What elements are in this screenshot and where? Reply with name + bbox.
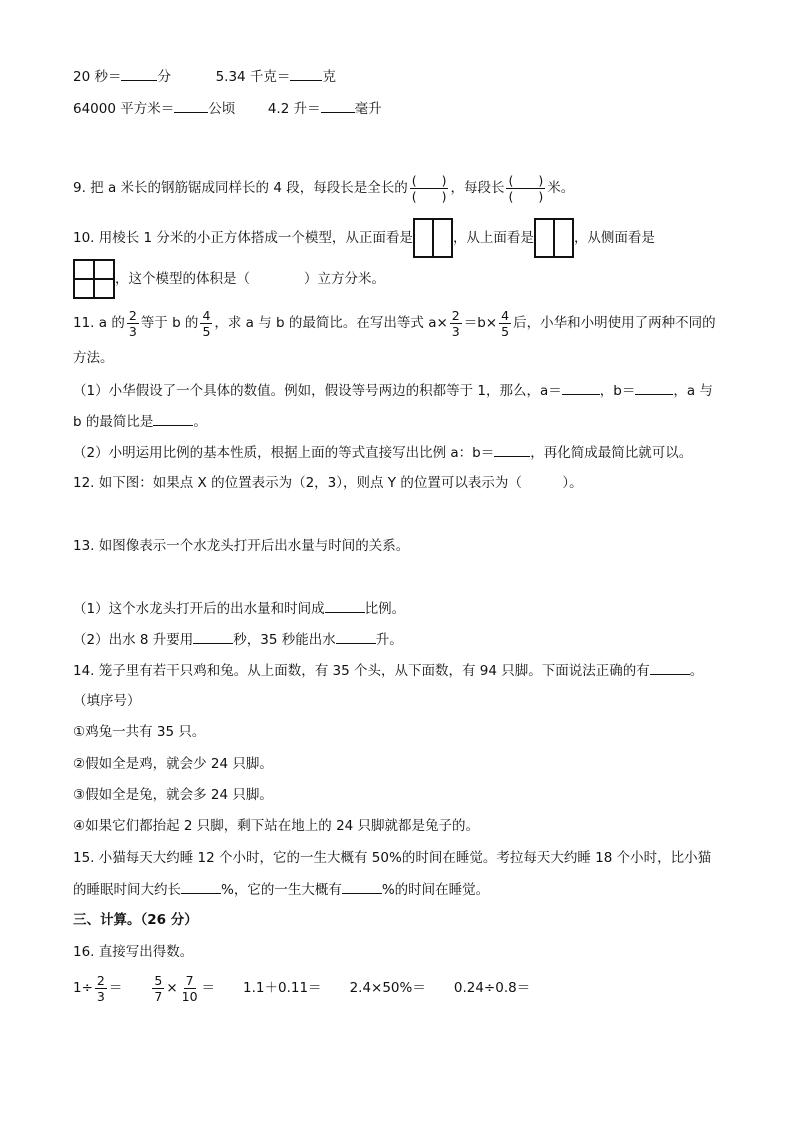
answer-blank[interactable] bbox=[650, 660, 690, 675]
expr-4: 2.4×50%＝ bbox=[349, 980, 426, 996]
answer-blank[interactable] bbox=[635, 380, 673, 395]
q10-text: ，这个模型的体积是（ ）立方分米。 bbox=[115, 271, 385, 287]
answer-blank[interactable] bbox=[494, 442, 530, 457]
q14-text: 14. 笼子里有若干只鸡和兔。从上面数，有 35 个头，从下面数，有 94 只脚。下面说法正确的有 bbox=[73, 663, 650, 679]
expr-5: 0.24÷0.8＝ bbox=[453, 980, 531, 996]
expr-3: 1.1＋0.11＝ bbox=[243, 980, 322, 996]
q13-text: 秒，35 秒能出水 bbox=[233, 632, 336, 648]
conv-liter: 4.2 升＝ bbox=[267, 101, 321, 117]
question-15-line-2 bbox=[73, 879, 489, 900]
fraction: $\frac{4}{5}$ bbox=[202, 307, 211, 339]
conv-20s: 20 秒＝ bbox=[73, 69, 122, 85]
answer-blank[interactable] bbox=[290, 66, 322, 81]
question-11-sub-1-cont bbox=[73, 411, 207, 432]
q11-text: （1）小华假设了一个具体的数值。例如，假设等号两边的积都等于 1，那么，a＝ bbox=[73, 383, 562, 399]
question-14 bbox=[73, 660, 703, 681]
q10-text: 10. 用棱长 1 分米的小正方体搭成一个模型，从正面看是 bbox=[73, 230, 413, 246]
question-10-line-2 bbox=[73, 259, 385, 299]
question-12: 12. 如下图：如果点 X 的位置表示为（2，3），则点 Y 的位置可以表示为（ ）。 bbox=[73, 475, 583, 491]
q9-fraction-blank-1[interactable]: $\frac{( )}{( )}$ bbox=[411, 172, 447, 204]
question-16: 16. 直接写出得数。 bbox=[73, 944, 194, 960]
q10-text: ，从上面看是 bbox=[452, 230, 534, 246]
question-11-line-2: 方法。 bbox=[73, 350, 114, 366]
answer-blank[interactable] bbox=[562, 380, 600, 395]
question-13: 13. 如图像表示一个水龙头打开后出水量与时间的关系。 bbox=[73, 538, 410, 554]
q11-text: 后，小华和小明使用了两种不同的 bbox=[513, 315, 716, 331]
q11-text: （2）小明运用比例的基本性质，根据上面的等式直接写出比例 a：b＝ bbox=[73, 445, 495, 461]
q11-text: 等于 b 的 bbox=[140, 315, 199, 331]
answer-blank[interactable] bbox=[193, 629, 233, 644]
q9-text: ，每段长 bbox=[450, 180, 505, 196]
conversion-line-1 bbox=[73, 66, 336, 87]
q13-text: 升。 bbox=[375, 632, 403, 648]
front-view-diagram bbox=[413, 218, 453, 258]
q9-text: 米。 bbox=[547, 180, 575, 196]
fraction: $\frac{4}{5}$ bbox=[501, 307, 510, 339]
q9-fraction-blank-2[interactable]: $\frac{( )}{( )}$ bbox=[508, 172, 544, 204]
question-14-option-3: ③假如全是兔，就会多 24 只脚。 bbox=[73, 787, 273, 803]
q11-text: ，b＝ bbox=[599, 383, 636, 399]
question-13-sub-2 bbox=[73, 629, 403, 650]
q15-text: 的睡眠时间大约长 bbox=[73, 882, 181, 898]
unit-label: 毫升 bbox=[354, 101, 382, 117]
answer-blank[interactable] bbox=[342, 879, 382, 894]
question-9 bbox=[73, 170, 574, 206]
conv-area: 64000 平方米＝ bbox=[73, 101, 175, 117]
q11-text: b 的最简比是 bbox=[73, 414, 154, 430]
unit-label: 公顷 bbox=[208, 101, 236, 117]
question-10-line-1 bbox=[73, 218, 655, 258]
question-13-sub-1 bbox=[73, 598, 405, 619]
q11-text: ，a 与 bbox=[673, 383, 713, 399]
answer-blank[interactable] bbox=[321, 98, 355, 113]
answer-blank[interactable] bbox=[181, 879, 221, 894]
q10-text: ，从侧面看是 bbox=[573, 230, 655, 246]
q9-text: 9. 把 a 米长的钢筋锯成同样长的 4 段，每段长是全长的 bbox=[73, 180, 408, 196]
question-11-line-1 bbox=[73, 305, 716, 341]
conversion-line-2 bbox=[73, 98, 382, 119]
question-15-line-1: 15. 小猫每天大约睡 12 个小时，它的一生大概有 50%的时间在睡觉。考拉每天大约睡 18 个小时，比小猫 bbox=[73, 850, 712, 866]
q11-text: 11. a 的 bbox=[73, 315, 125, 331]
answer-blank[interactable] bbox=[121, 66, 157, 81]
q11-text: ＝b× bbox=[463, 315, 498, 331]
unit-label: 克 bbox=[322, 69, 336, 85]
answer-blank[interactable] bbox=[336, 629, 376, 644]
answer-blank[interactable] bbox=[153, 411, 193, 426]
section-3-title: 三、计算。（26 分） bbox=[73, 912, 198, 928]
q11-text: 。 bbox=[193, 414, 207, 430]
q14-text: 。 bbox=[689, 663, 704, 679]
conv-kg: 5.34 千克＝ bbox=[215, 69, 291, 85]
q11-text: ，再化简成最简比就可以。 bbox=[530, 445, 693, 461]
question-14-option-1: ①鸡兔一共有 35 只。 bbox=[73, 724, 206, 740]
question-14-option-2: ②假如全是鸡，就会少 24 只脚。 bbox=[73, 756, 273, 772]
answer-blank[interactable] bbox=[174, 98, 208, 113]
unit-label: 分 bbox=[157, 69, 171, 85]
q13-text: （1）这个水龙头打开后的出水量和时间成 bbox=[73, 601, 325, 617]
q11-text: ，求 a 与 b 的最简比。在写出等式 a× bbox=[214, 315, 448, 331]
top-view-diagram bbox=[534, 218, 574, 258]
q13-text: （2）出水 8 升要用 bbox=[73, 632, 194, 648]
fraction: $\frac{2}{3}$ bbox=[128, 307, 137, 339]
question-14-option-4: ④如果它们都抬起 2 只脚，剩下站在地上的 24 只脚就都是兔子的。 bbox=[73, 818, 480, 834]
answer-blank[interactable] bbox=[325, 598, 365, 613]
q15-text: %，它的一生大概有 bbox=[221, 882, 342, 898]
q13-text: 比例。 bbox=[364, 601, 406, 617]
question-16-expressions bbox=[73, 968, 530, 1008]
expr-1: 1÷ $\frac{2}{3}$ ＝ bbox=[73, 972, 123, 1004]
q15-text: %的时间在睡觉。 bbox=[381, 882, 490, 898]
question-14-note: （填序号） bbox=[73, 693, 141, 709]
fraction: $\frac{2}{3}$ bbox=[451, 307, 460, 339]
question-11-sub-1 bbox=[73, 380, 713, 401]
question-11-sub-2 bbox=[73, 442, 692, 463]
side-view-diagram bbox=[73, 259, 115, 299]
expr-2: $\frac{5}{7}$ × $\frac{7}{10}$ ＝ bbox=[154, 972, 216, 1004]
